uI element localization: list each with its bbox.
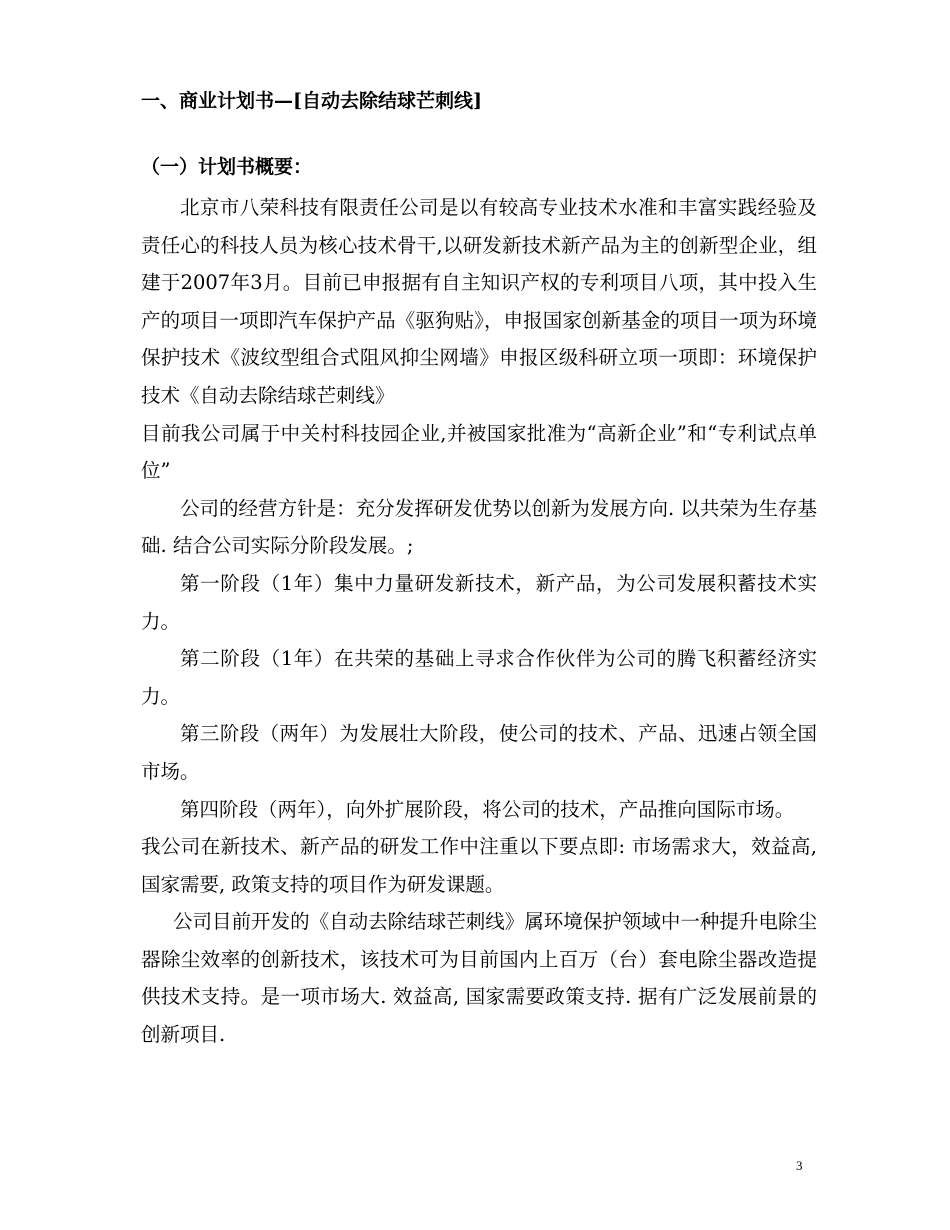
- page-number: 3: [796, 1158, 803, 1173]
- paragraph-stage-3: 第三阶段（两年）为发展壮大阶段，使公司的技术、产品、迅速占领全国市场。: [141, 722, 817, 783]
- document-title: 一、商业计划书—[自动去除结球芒刺线]: [141, 90, 482, 112]
- paragraph-policy: 公司的经营方针是：充分发挥研发优势以创新为发展方向. 以共荣为生存基础. 结合公司实际分阶段发展。;: [141, 496, 817, 558]
- paragraph-company-intro: 北京市八荣科技有限责任公司是以有较高专业技术水准和丰富实践经验及责任心的科技人员为核心技术骨干,以研发新技术新产品为主的创新型企业，组建于2007年3月。目前已申报据有自主知识产权的专利项目八项，其中投入生产的项目一项即汽车保护产品《驱狗贴》，申报国家创新基金的项目一项为环境保护技术《波纹型组合式阻风抑尘网墙》申报区级科研立项一项即：环境保护技术《自动去除结球芒刺线》: [141, 196, 817, 407]
- paragraph-project: 公司目前开发的《自动去除结球芒刺线》属环境保护领域中一种提升电除尘器除尘效率的创新技术，该技术可为目前国内上百万（台）套电除尘器改造提供技术支持。是一项市场大. 效益高, 国家需要政策支持. 据有广泛发展前景的创新项目.: [141, 910, 817, 1047]
- paragraph-stage-2: 第二阶段（1年）在共荣的基础上寻求合作伙伴为公司的腾飞积蓄经济实力。: [141, 647, 817, 708]
- paragraph-status: 目前我公司属于中关村科技园企业,并被国家批准为“高新企业”和“专利试点单位”: [141, 421, 817, 483]
- section-heading: （一）计划书概要：: [141, 156, 313, 178]
- body-text: [141, 189, 817, 1054]
- paragraph-stage-1: 第一阶段（1年）集中力量研发新技术，新产品，为公司发展积蓄技术实力。: [141, 571, 817, 633]
- paragraph-stage-4: 第四阶段（两年），向外扩展阶段，将公司的技术，产品推向国际市场。: [180, 797, 795, 821]
- paragraph-rd-focus: 我公司在新技术、新产品的研发工作中注重以下要点即: 市场需求大，效益高, 国家需要, 政策支持的项目作为研发课题。: [141, 835, 817, 896]
